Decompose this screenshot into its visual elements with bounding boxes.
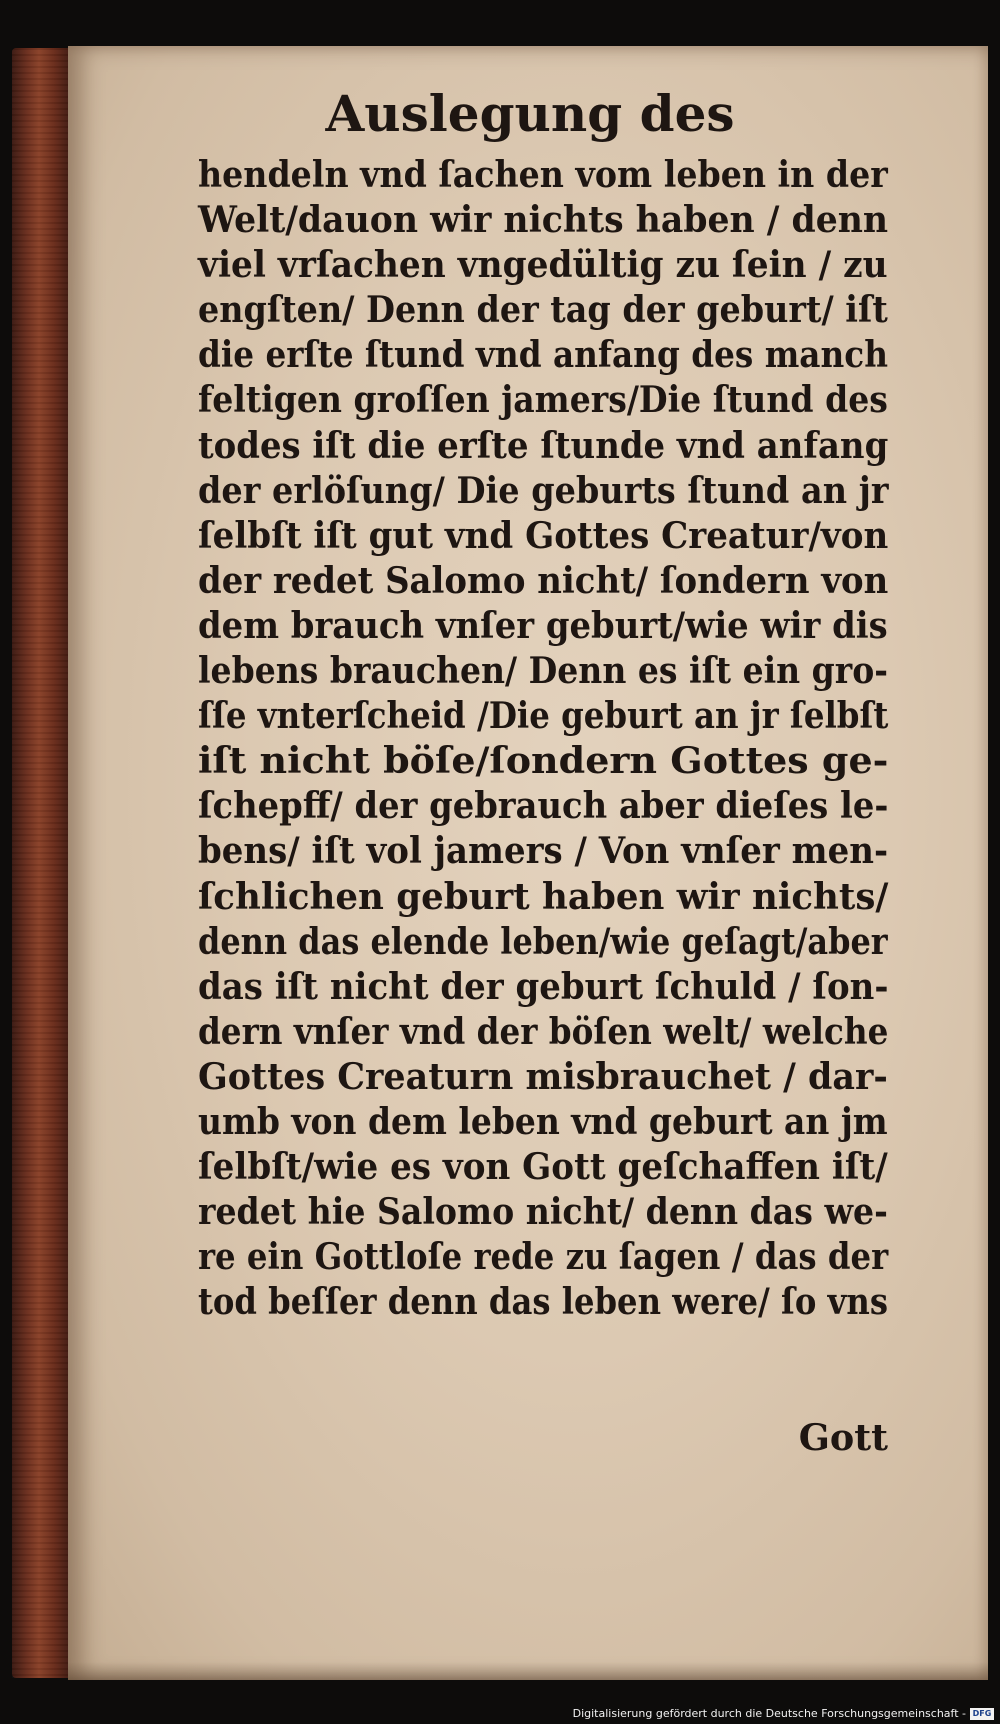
running-head: Auslegung des (325, 84, 735, 143)
text-line: ſelbſt iſt gut vnd Gottes Creatur/von (198, 513, 889, 557)
book-fore-edge (12, 48, 72, 1678)
text-line: bens/ iſt vol jamers / Von vnſer men- (198, 829, 889, 873)
text-line: dem brauch vnſer geburt/wie wir dis (198, 603, 888, 647)
text-line: tod beſſer denn das leben were/ ſo vns (198, 1280, 888, 1324)
text-line: iſt nicht böſe/ſondern Gottes ge- (198, 739, 889, 783)
text-line: ſchlichen geburt haben wir nichts/ (198, 874, 889, 918)
text-line: todes iſt die erſte ſtunde vnd anfang (198, 423, 889, 467)
text-line: ſchepff/ der gebrauch aber dieſes le- (198, 784, 889, 828)
text-line: feltigen groſſen jamers/Die ſtund des (198, 378, 888, 422)
text-line: ſelbſt/wie es von Gott geſchaffen iſt/ (198, 1145, 888, 1189)
text-line: hendeln vnd ſachen vom leben in der (198, 153, 888, 196)
text-line: die erſte ſtund vnd anfang des manch (198, 333, 888, 377)
footer-bar (0, 1704, 1000, 1724)
digitization-credit: Digitalisierung gefördert durch die Deutsche Forschungsgemeinschaft - (572, 1707, 966, 1720)
text-line: re ein Gottloſe rede zu ſagen / das der (198, 1235, 889, 1279)
text-line: Gottes Creaturn misbrauchet / dar- (198, 1054, 888, 1098)
text-line: umb von dem leben vnd geburt an jm (198, 1099, 888, 1143)
text-line: das iſt nicht der geburt ſchuld / ſon- (198, 964, 889, 1008)
text-line: lebens brauchen/ Denn es iſt ein gro- (198, 649, 888, 693)
text-line: der erlöſung/ Die geburts ſtund an jr (198, 468, 889, 512)
dfg-logo: DFG (970, 1708, 994, 1720)
text-line: viel vrſachen vngedültig zu ſein / zu (198, 243, 888, 287)
text-line: dern vnſer vnd der böſen welt/ welche (198, 1009, 889, 1053)
catchword: Gott (798, 1416, 888, 1459)
text-line: engſten/ Denn der tag der geburt/ iſt (198, 288, 888, 332)
page-shadow (68, 1662, 988, 1680)
text-line: denn das elende leben/wie geſagt/aber (198, 919, 888, 963)
text-line: der redet Salomo nicht/ ſondern von (198, 558, 889, 602)
text-block (198, 152, 888, 1324)
text-line: Welt/dauon wir nichts haben / denn (198, 198, 889, 242)
text-line: ſſe vnterſcheid /Die geburt an jr ſelbſt (198, 694, 889, 738)
text-line: redet hie Salomo nicht/ denn das we- (198, 1190, 888, 1234)
